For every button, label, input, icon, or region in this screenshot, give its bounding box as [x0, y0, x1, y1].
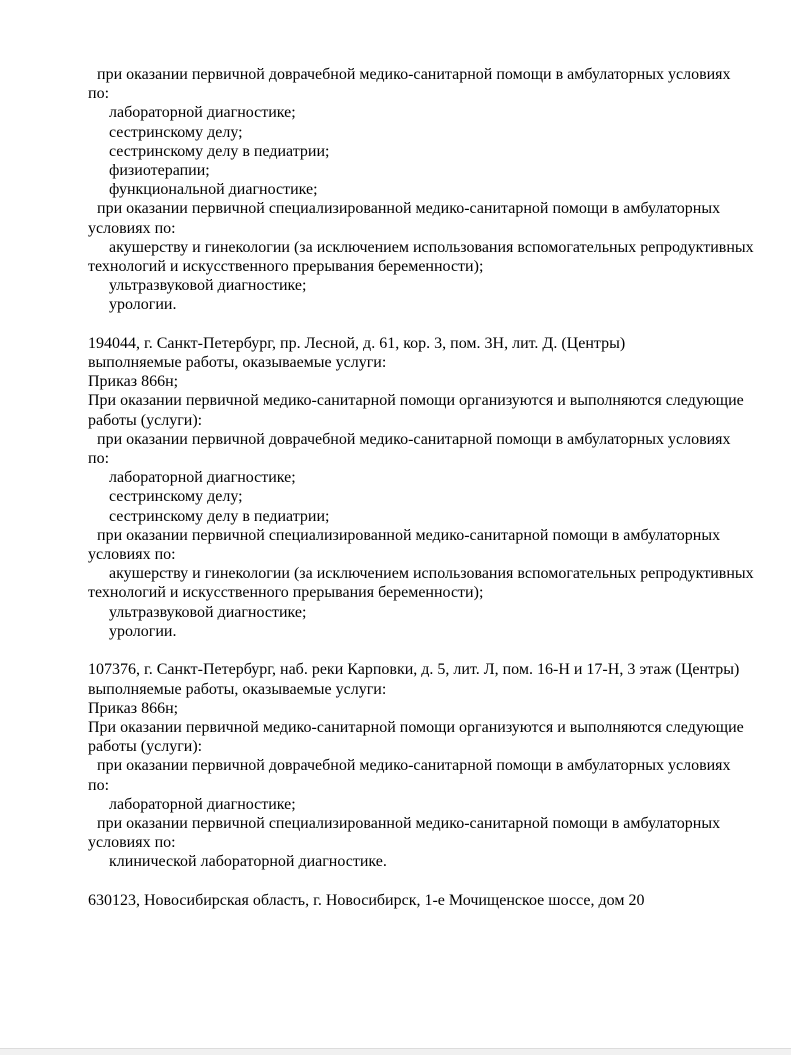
- text-line: выполняемые работы, оказываемые услуги:: [88, 680, 387, 698]
- text-line: Приказ 866н;: [88, 373, 179, 391]
- text-line: клинической лабораторной диагностике.: [109, 853, 387, 871]
- text-line: лабораторной диагностике;: [109, 795, 296, 813]
- text-line: при оказании первичной специализированной медико-санитарной помощи в амбулаторных: [97, 526, 721, 544]
- blank-line: [0, 872, 791, 891]
- text-line: по:: [88, 776, 110, 794]
- text-line: технологий и искусственного прерывания беременности);: [88, 258, 484, 276]
- text-line: сестринскому делу;: [109, 123, 243, 141]
- text-line: При оказании первичной медико-санитарной помощи организуются и выполняются следующие: [88, 392, 744, 410]
- text-line: технологий и искусственного прерывания беременности);: [88, 584, 484, 602]
- text-line: урологии.: [109, 296, 177, 314]
- blank-line: [0, 641, 791, 660]
- text-line: при оказании первичной доврачебной медико-санитарной помощи в амбулаторных условиях: [97, 757, 731, 775]
- text-line: физиотерапии;: [109, 162, 210, 180]
- text-line: по:: [88, 450, 110, 468]
- text-line: лабораторной диагностике;: [109, 104, 296, 122]
- text-line: выполняемые работы, оказываемые услуги:: [88, 354, 387, 372]
- text-line: 194044, г. Санкт-Петербург, пр. Лесной, д. 61, кор. 3, пом. 3Н, лит. Д. (Центры): [88, 334, 626, 352]
- text-line: ультразвуковой диагностике;: [109, 603, 307, 621]
- text-line: Приказ 866н;: [88, 699, 179, 717]
- text-line: работы (услуги):: [88, 738, 203, 756]
- text-line: сестринскому делу в педиатрии;: [109, 142, 330, 160]
- text-line: при оказании первичной доврачебной медико-санитарной помощи в амбулаторных условиях: [97, 66, 731, 83]
- text-line: При оказании первичной медико-санитарной помощи организуются и выполняются следующие: [88, 718, 744, 736]
- text-line: ультразвуковой диагностике;: [109, 277, 307, 295]
- text-line: 107376, г. Санкт-Петербург, наб. реки Карповки, д. 5, лит. Л, пом. 16-Н и 17-Н, 3 этаж (Центры): [88, 661, 740, 679]
- text-line: условиях по:: [88, 219, 176, 237]
- text-line: функциональной диагностике;: [109, 181, 318, 199]
- text-line: лабораторной диагностике;: [109, 469, 296, 487]
- text-line: условиях по:: [88, 546, 176, 564]
- blank-line: [0, 315, 791, 334]
- text-line: по:: [88, 85, 110, 103]
- text-line: сестринскому делу в педиатрии;: [109, 507, 330, 525]
- document-text: [0, 65, 791, 910]
- text-line: при оказании первичной специализированной медико-санитарной помощи в амбулаторных: [97, 814, 721, 832]
- text-line: 630123, Новосибирская область, г. Новосибирск, 1-е Мочищенское шоссе, дом 20: [88, 891, 645, 909]
- text-line: работы (услуги):: [88, 411, 203, 429]
- horizontal-scrollbar-track[interactable]: [0, 1048, 791, 1055]
- text-line: сестринскому делу;: [109, 488, 243, 506]
- text-line: при оказании первичной специализированной медико-санитарной помощи в амбулаторных: [97, 200, 721, 218]
- text-line: при оказании первичной доврачебной медико-санитарной помощи в амбулаторных условиях: [97, 430, 731, 448]
- text-line: условиях по:: [88, 834, 176, 852]
- text-line: урологии.: [109, 622, 177, 640]
- text-line: акушерству и гинекологии (за исключением использования вспомогательных репродуктивных: [109, 238, 754, 256]
- text-line: акушерству и гинекологии (за исключением использования вспомогательных репродуктивных: [109, 565, 754, 583]
